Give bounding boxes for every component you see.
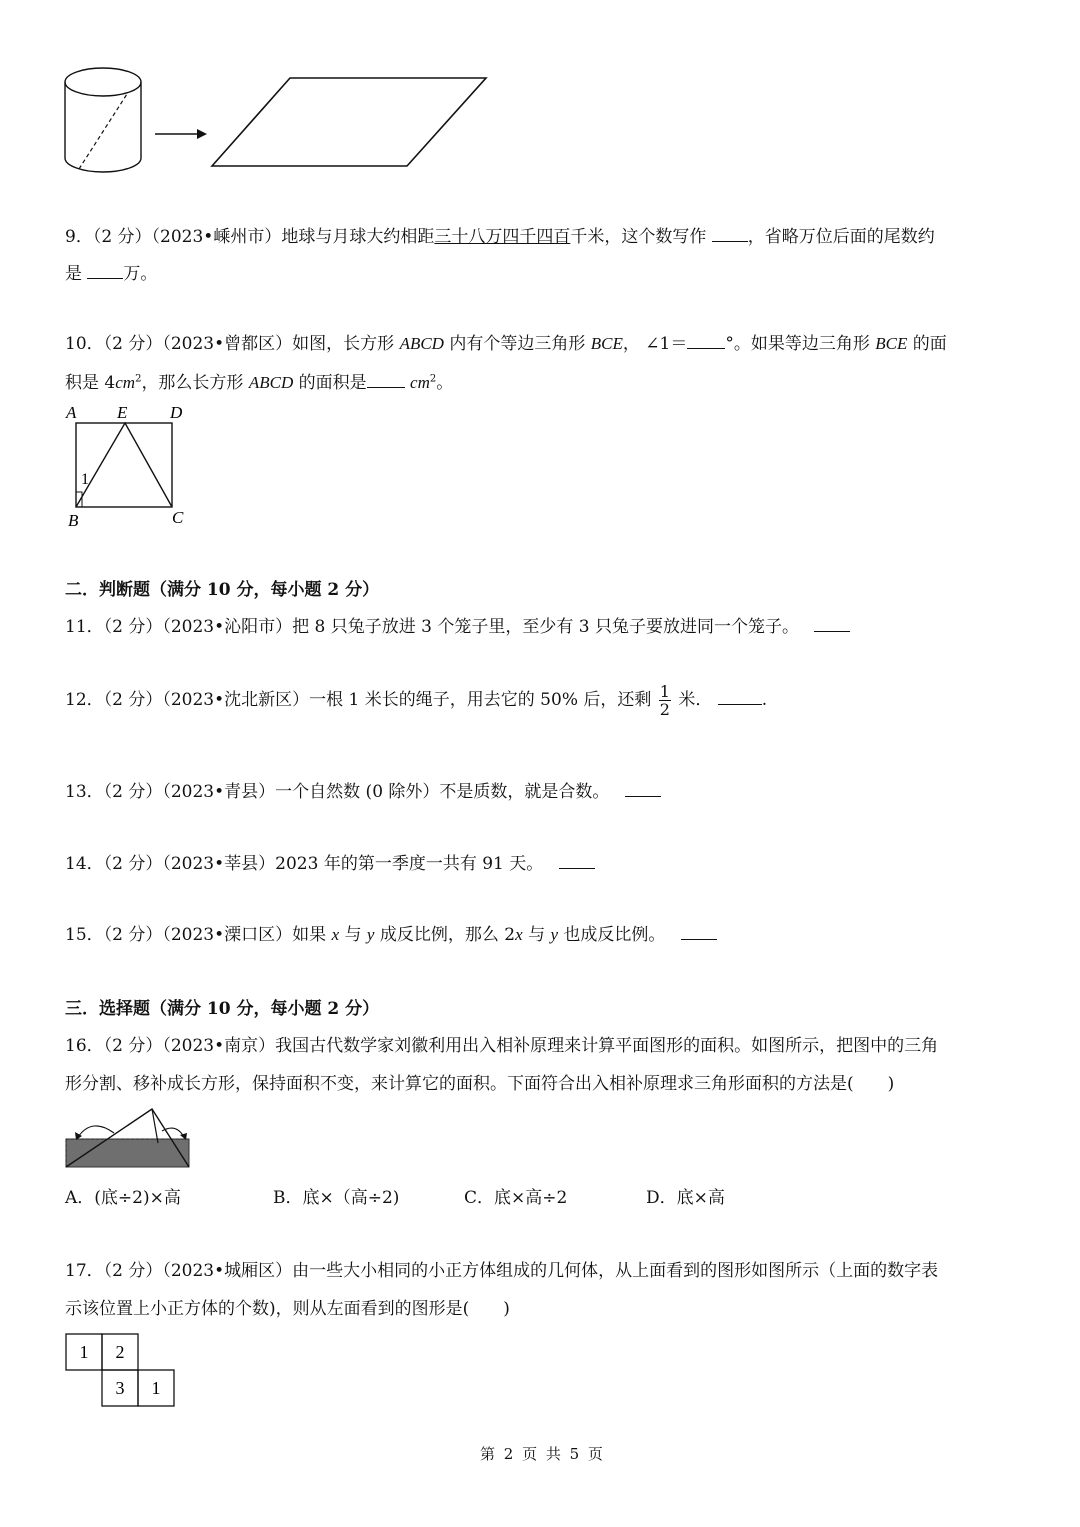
question-13 (65, 777, 661, 802)
unit: cm (410, 373, 430, 392)
fraction-denominator: 2 (659, 700, 670, 719)
question-meta: （2 分）（2023•城厢区） (103, 1261, 293, 1281)
answer-blank[interactable] (625, 782, 661, 797)
page-footer: 第 2 页 共 5 页 (480, 1445, 605, 1463)
question-14 (65, 849, 595, 874)
question-text: 的面积是 (298, 373, 367, 393)
question-number: 16． (65, 1036, 104, 1056)
question-text: 由一些大小相同的小正方体组成的几何体，从上面看到的图形如图所示（上面的数字表 (292, 1261, 939, 1281)
question-text: 千米，这个数写作 (570, 227, 707, 247)
question-text: 如果 (292, 925, 327, 945)
question-16-line-1 (65, 1031, 938, 1056)
right-move-arrow (162, 1128, 184, 1137)
question-17-line-2: 示该位置上小正方体的个数)，则从左面看到的图形是( ) (65, 1299, 510, 1319)
question-number: 10． (65, 334, 104, 354)
answer-blank[interactable] (687, 334, 725, 349)
answer-blank[interactable] (681, 925, 717, 940)
question-meta: （2 分）（2023•溧口区） (103, 925, 293, 945)
question-10-line-2 (65, 368, 453, 393)
question-number: 9． (65, 227, 93, 247)
section-2-title: 二．判断题（满分 10 分，每小题 2 分） (65, 580, 380, 600)
grid-count: 2 (115, 1342, 125, 1362)
question-text: 。 (436, 373, 454, 393)
question-text: 把 8 只兔子放进 3 个笼子里，至少有 3 只兔子要放进同一个笼子。 (292, 617, 800, 637)
label-A: A (66, 403, 77, 422)
unit: cm (115, 373, 136, 392)
unit-exponent: 2 (135, 373, 142, 385)
question-meta: （2 分）（2023•莘县） (103, 854, 276, 874)
rectangle-triangle-figure (60, 400, 200, 535)
answer-blank[interactable] (87, 264, 123, 279)
rect-name: ABCD (399, 334, 444, 353)
fraction-numerator: 1 (659, 682, 670, 701)
question-meta: （2 分）（2023•青县） (103, 782, 276, 802)
cylinder-unfold-figure (55, 58, 495, 183)
variable-x: x (515, 925, 523, 944)
question-text: 地球与月球大约相距 (281, 227, 435, 247)
answer-blank[interactable] (712, 227, 748, 242)
question-text: 与 (528, 925, 546, 945)
option-c[interactable]: C．底×高÷2 (464, 1188, 568, 1208)
question-number: 15． (65, 925, 104, 945)
triangle-name: BCE (590, 334, 623, 353)
cylinder-bottom-arc (65, 158, 141, 172)
question-number: 14． (65, 854, 104, 874)
question-text: 2023 年的第一季度一共有 91 天。 (275, 854, 544, 874)
grid-count: 1 (151, 1378, 161, 1398)
label-B: B (68, 511, 79, 530)
label-E: E (117, 403, 128, 422)
question-11 (65, 612, 850, 637)
cylinder-top-ellipse (65, 68, 141, 96)
question-meta: （2 分）（2023•沈北新区） (103, 690, 310, 710)
question-text: 一根 1 米长的绳子，用去它的 50% 后，还剩 (309, 690, 652, 710)
angle-label: ∠1＝ (645, 334, 688, 354)
option-b[interactable]: B．底×（高÷2) (273, 1188, 400, 1208)
triangle-bce (76, 423, 172, 507)
grid-count: 1 (79, 1342, 89, 1362)
question-meta: （2 分）（2023•嵊州市） (92, 227, 282, 247)
question-10-line-1: 10．（2 分）（2023•曾都区）如图，长方形 ABCD 内有个等边三角形 BCE， ∠1＝ °。如果等边三角形 BCE 的面 (65, 334, 947, 354)
answer-blank[interactable] (814, 617, 850, 632)
question-12 (65, 683, 767, 718)
answer-blank[interactable] (559, 854, 595, 869)
variable-x: x (331, 925, 340, 944)
question-text: 内有个等边三角形 (449, 334, 586, 354)
left-move-arrow (78, 1126, 114, 1137)
grid-count: 3 (115, 1378, 125, 1398)
question-meta: （2 分）（2023•南京） (103, 1036, 276, 1056)
parallelogram (212, 78, 486, 166)
top-view-grid (64, 1332, 180, 1410)
question-text: ，省略万位后面的尾数约 (747, 227, 935, 247)
question-number: 12． (65, 690, 104, 710)
question-text: 与 (344, 925, 362, 945)
question-text: 米． (678, 690, 713, 710)
fraction-one-half (659, 683, 671, 718)
question-text: 成反比例，那么 2 (379, 925, 516, 945)
triangle-name: BCE (875, 334, 908, 353)
question-text: ，那么长方形 (141, 373, 244, 393)
option-d[interactable]: D．底×高 (646, 1188, 725, 1208)
arrow-head (197, 129, 207, 139)
variable-y: y (550, 925, 559, 944)
answer-blank[interactable] (367, 373, 405, 388)
cylinder-dashed-diagonal (79, 94, 127, 169)
question-text: 我国古代数学家刘徽利用出入相补原理来计算平面图形的面积。如图所示，把图中的三角 (275, 1036, 939, 1056)
label-C: C (172, 508, 184, 527)
question-16-line-2: 形分割、移补成长方形，保持面积不变，来计算它的面积。下面符合出入相补原理求三角形面积的方法是( ) (65, 1074, 895, 1094)
question-number: 13． (65, 782, 104, 802)
label-angle-1: 1 (81, 471, 89, 488)
question-text: 的面 (912, 334, 947, 354)
question-9-line-2 (65, 259, 157, 284)
rectangle-abcd (76, 423, 172, 507)
shaded-rectangle (66, 1139, 189, 1167)
question-text: °。如果等边三角形 (725, 334, 870, 354)
rect-name: ABCD (248, 373, 294, 392)
answer-blank[interactable] (718, 690, 762, 705)
question-text: 如图，长方形 (292, 334, 395, 354)
question-text: 积是 (65, 373, 99, 393)
triangle-cut-figure (62, 1103, 194, 1171)
question-17-line-1 (65, 1256, 938, 1281)
section-3-title: 三．选择题（满分 10 分，每小题 2 分） (65, 999, 380, 1019)
label-D: D (170, 403, 183, 422)
question-end-punct: . (761, 690, 768, 710)
question-meta: （2 分）（2023•曾都区） (103, 334, 293, 354)
variable-y: y (366, 925, 375, 944)
question-15 (65, 920, 717, 945)
question-meta: （2 分）（2023•沁阳市） (103, 617, 293, 637)
question-text: 一个自然数 (0 除外）不是质数，就是合数。 (275, 782, 610, 802)
question-text: 万。 (123, 264, 158, 284)
question-text: 是 (65, 264, 82, 284)
underlined-number-words: 三十八万四千四百 (434, 227, 571, 247)
question-number: 11． (65, 617, 104, 637)
option-a[interactable]: A．(底÷2)×高 (65, 1188, 181, 1208)
question-text: 也成反比例。 (563, 925, 666, 945)
area-value: 4 (104, 373, 116, 393)
unit-exponent: 2 (429, 373, 437, 385)
question-number: 17． (65, 1261, 104, 1281)
question-9-line-1 (65, 222, 935, 247)
